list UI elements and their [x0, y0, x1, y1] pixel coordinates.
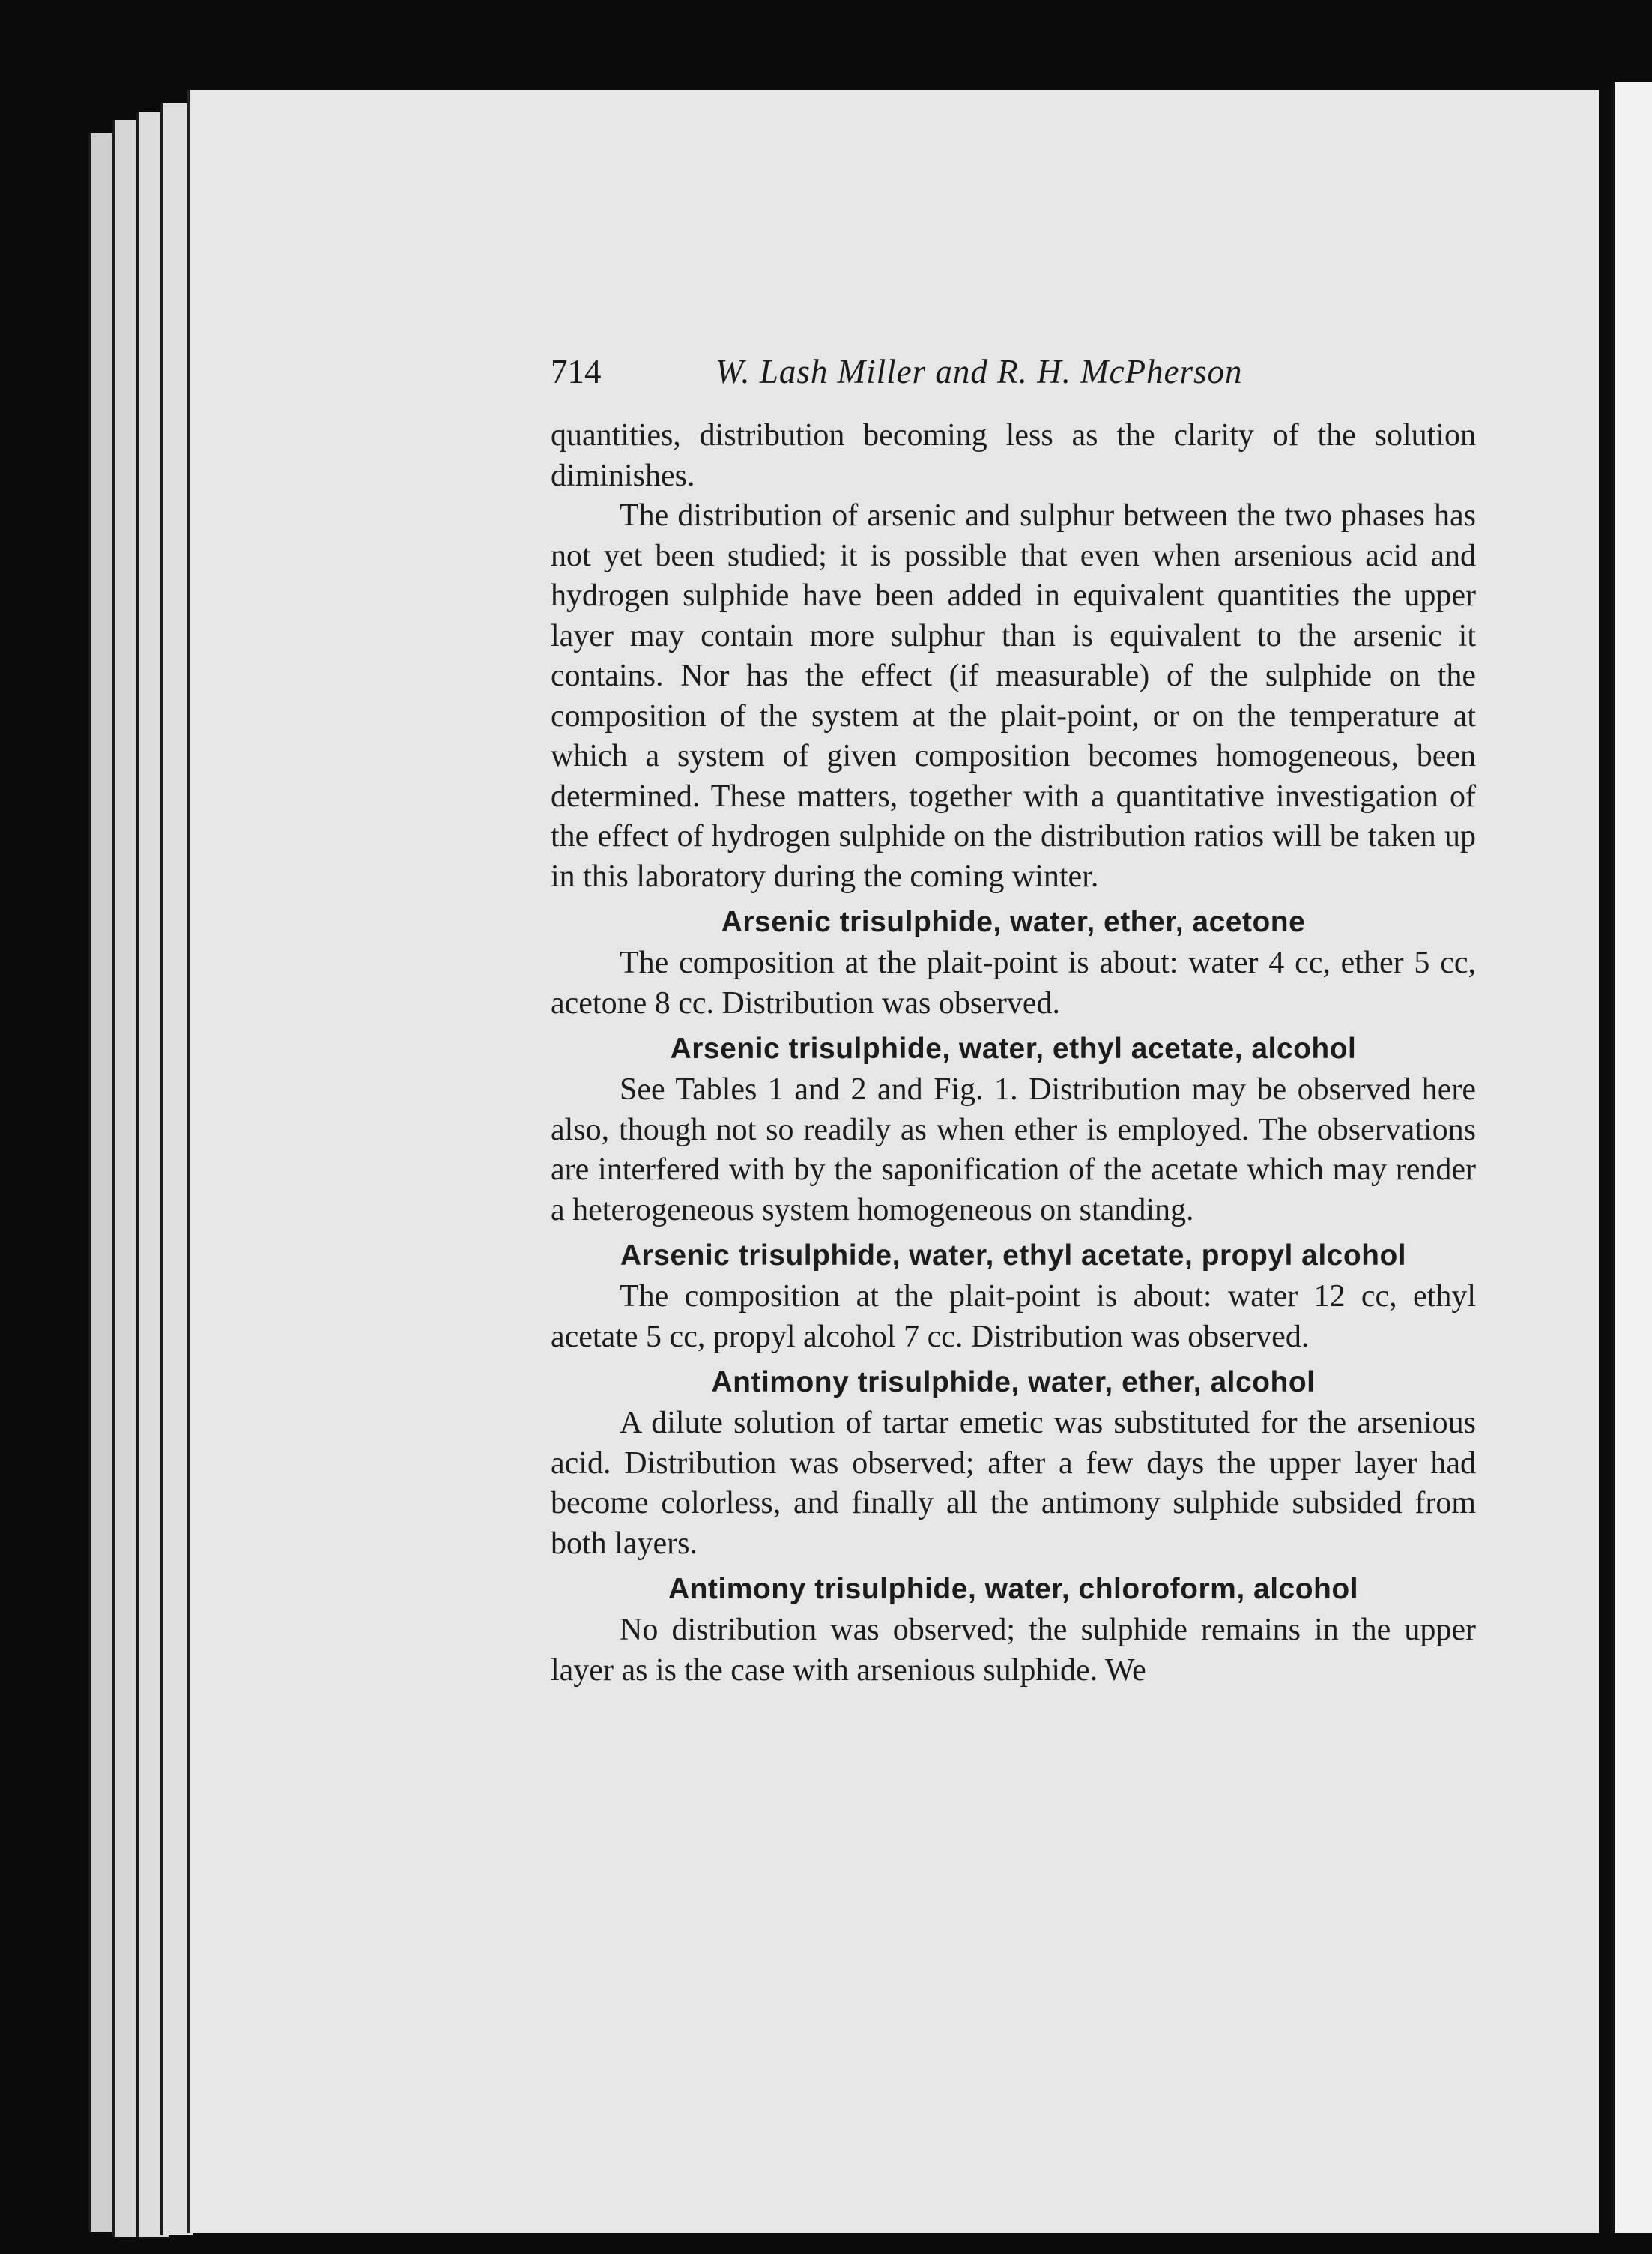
- paragraph: A dilute solution of tartar emetic was substituted for the arsenious acid. Distribution was observed; after a few days the upper layer had become colorless, and finally all the antimony sulphide subsided from both layers.: [551, 1406, 1476, 1561]
- paragraph: The distribution of arsenic and sulphur between the two phases has not yet been studied; it is possible that even when arsenious acid and hydrogen sulphide have been added in equivalent quantities the upper layer may contain more sulphur than is equivalent to the arsenic it contains. Nor has the effect (if measurable) of the sulphide on the composition of the system at the plait-point, or on the temperature at which a system of given composition becomes homogeneous, been determined. These matters, together with a quantitative investigation of the effect of hydrogen sulphide on the distribution ratios will be taken up in this laboratory during the coming winter.: [551, 498, 1476, 894]
- page-header: [551, 352, 1480, 405]
- section-heading: Arsenic trisulphide, water, ethyl acetate, propyl alcohol: [620, 1239, 1407, 1272]
- paragraph: The composition at the plait-point is about: water 4 cc, ether 5 cc, acetone 8 cc. Distribution was observed.: [551, 946, 1476, 1021]
- page-body: [551, 416, 1476, 1690]
- facing-page-edge: [1611, 82, 1652, 2233]
- section-heading: Arsenic trisulphide, water, ethyl acetate, alcohol: [670, 1033, 1357, 1065]
- page-number: 714: [551, 353, 602, 390]
- paragraph: The composition at the plait-point is about: water 12 cc, ethyl acetate 5 cc, propyl alcohol 7 cc. Distribution was observed.: [551, 1279, 1476, 1354]
- section-heading: Antimony trisulphide, water, ether, alcohol: [711, 1366, 1316, 1398]
- paragraph: See Tables 1 and 2 and Fig. 1. Distribution may be observed here also, though not so readily as when ether is employed. The observations are interfered with by the saponification of the acetate which may render a heterogeneous system homogeneous on standing.: [551, 1072, 1476, 1227]
- running-title: W. Lash Miller and R. H. McPherson: [715, 353, 1243, 390]
- paragraph: No distribution was observed; the sulphide remains in the upper layer as is the case with arsenious sulphide. We: [551, 1613, 1476, 1688]
- section-heading: Antimony trisulphide, water, chloroform, alcohol: [668, 1573, 1359, 1605]
- section-heading: Arsenic trisulphide, water, ether, acetone: [721, 906, 1306, 938]
- paragraph: quantities, distribution becoming less as the clarity of the solution diminishes.: [551, 418, 1476, 493]
